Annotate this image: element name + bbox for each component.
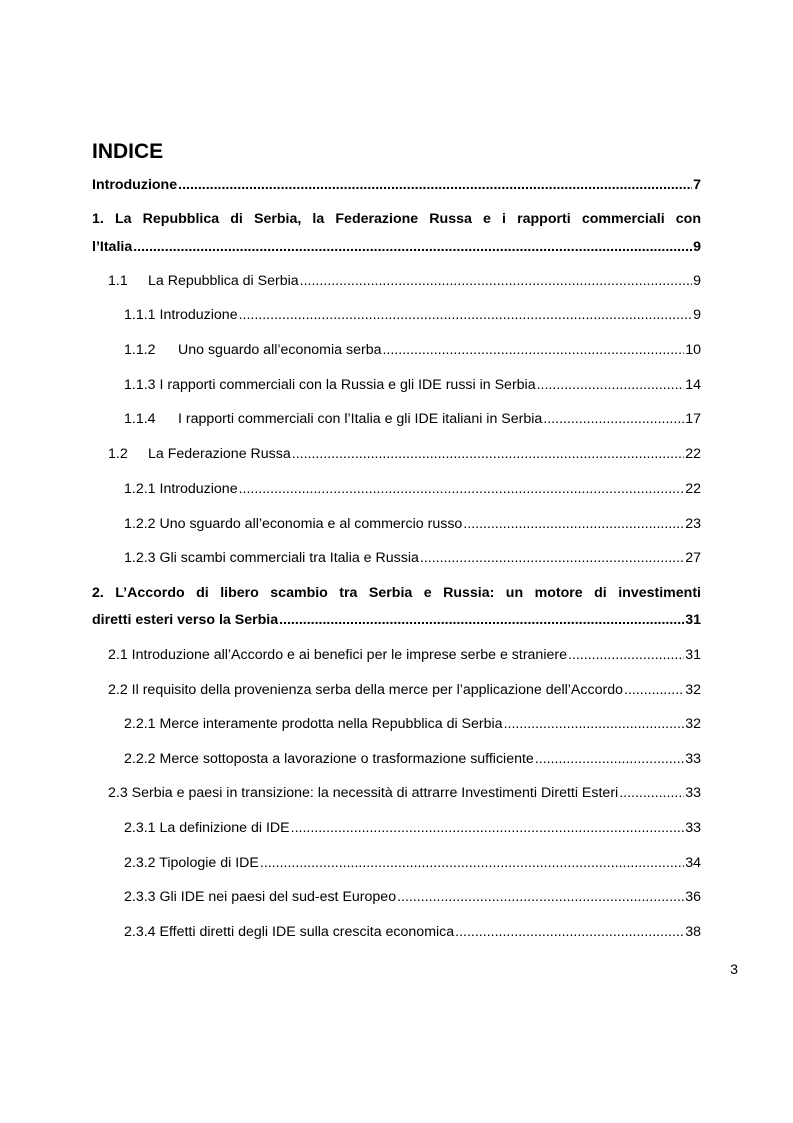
toc-entry-2-3-1[interactable] (124, 819, 701, 837)
toc-leader-dots (455, 923, 684, 941)
toc-page-number: 9 (693, 273, 701, 289)
toc-entry-1-1-2[interactable] (124, 341, 701, 359)
toc-page-number: 33 (685, 820, 701, 836)
toc-page-number: 36 (685, 889, 701, 905)
toc-entry-1-2-2[interactable] (124, 515, 701, 533)
toc-entry-2-2[interactable] (108, 681, 701, 699)
toc-entry-label: 1.1.3 I rapporti commerciali con la Russia e gli IDE russi in Serbia (124, 377, 536, 393)
toc-entry-label: 2.3.3 Gli IDE nei paesi del sud-est Europeo (124, 889, 397, 905)
page-number: 3 (730, 962, 738, 978)
toc-entry-1-1-3[interactable] (124, 376, 701, 394)
toc-entry-1-1-4[interactable] (124, 410, 701, 428)
toc-leader-dots (260, 854, 684, 872)
toc-leader-dots (568, 646, 684, 664)
toc-page-number: 17 (685, 411, 701, 427)
toc-page-number: 33 (685, 751, 701, 767)
toc-entry-introduzione[interactable] (92, 176, 701, 194)
toc-page-number: 9 (693, 307, 701, 323)
toc-leader-dots (133, 238, 692, 256)
toc-leader-dots (619, 784, 684, 802)
toc-leader-dots (291, 819, 685, 837)
toc-entry-label: diretti esteri verso la Serbia (92, 612, 279, 628)
toc-page-number: 31 (685, 647, 701, 663)
toc-entry-label: l’Italia (92, 239, 133, 255)
toc-entry-label: 2.2.1 Merce interamente prodotta nella Repubblica di Serbia (124, 716, 503, 732)
toc-leader-dots (300, 272, 692, 290)
toc-entry-2-2-2[interactable] (124, 750, 701, 768)
toc-page-number: 7 (693, 177, 701, 193)
toc-section-number: 1.2 (108, 446, 128, 462)
toc-leader-dots (535, 750, 684, 768)
toc-entry-label: La Federazione Russa (148, 446, 291, 462)
toc-leader-dots (397, 888, 684, 906)
toc-entry-2-2-1[interactable] (124, 715, 701, 733)
toc-entry-2-1[interactable] (108, 646, 701, 664)
toc-entry-label: La Repubblica di Serbia (148, 273, 299, 289)
toc-leader-dots (420, 549, 684, 567)
toc-entry-label: 2.2 Il requisito della provenienza serba della merce per l’applicazione dell’Accordo (108, 682, 623, 698)
toc-page-number: 22 (685, 481, 701, 497)
toc-page-number: 31 (685, 612, 701, 628)
toc-page-number: 27 (685, 550, 701, 566)
toc-entry-1-1-1[interactable] (124, 306, 701, 324)
toc-leader-dots (239, 480, 685, 498)
toc-entry-2-3-2[interactable] (124, 854, 701, 872)
toc-page-number: 23 (685, 516, 701, 532)
toc-page-number: 32 (685, 716, 701, 732)
toc-leader-dots (279, 611, 684, 629)
toc-entry-label: Uno sguardo all’economia serba (178, 342, 382, 358)
toc-entry-2-3-4[interactable] (124, 923, 701, 941)
toc-entry-label: Introduzione (92, 177, 178, 193)
toc-page-number: 22 (685, 446, 701, 462)
toc-leader-dots (624, 681, 684, 699)
toc-entry-1-2-3[interactable] (124, 549, 701, 567)
toc-chapter-1-line1[interactable]: 1. La Repubblica di Serbia, la Federazione Russa e i rapporti commerciali con (92, 211, 701, 227)
toc-entry-label: 2.3 Serbia e paesi in transizione: la necessità di attrarre Investimenti Diretti Esteri (108, 785, 619, 801)
toc-page-number: 38 (685, 924, 701, 940)
toc-section-number: 1.1.2 (124, 342, 156, 358)
page-title: INDICE (92, 140, 164, 163)
toc-entry-label: 2.3.1 La definizione di IDE (124, 820, 290, 836)
toc-entry-2-3[interactable] (108, 784, 701, 802)
toc-page-number: 10 (685, 342, 701, 358)
toc-leader-dots (504, 715, 685, 733)
toc-page-number: 14 (685, 377, 701, 393)
toc-entry-chapter-2[interactable] (92, 611, 701, 629)
toc-entry-1-2-1[interactable] (124, 480, 701, 498)
toc-leader-dots (239, 306, 693, 324)
toc-entry-label: 1.2.2 Uno sguardo all’economia e al commercio russo (124, 516, 463, 532)
toc-leader-dots (292, 445, 684, 463)
toc-entry-label: 2.2.2 Merce sottoposta a lavorazione o trasformazione sufficiente (124, 751, 534, 767)
toc-entry-label: I rapporti commerciali con l’Italia e gli IDE italiani in Serbia (178, 411, 543, 427)
toc-section-number: 1.1.4 (124, 411, 156, 427)
toc-leader-dots (543, 410, 684, 428)
toc-page-number: 33 (685, 785, 701, 801)
toc-page-number: 32 (685, 682, 701, 698)
toc-leader-dots (178, 176, 692, 194)
toc-section-number: 1.1 (108, 273, 128, 289)
toc-leader-dots (537, 376, 685, 394)
toc-entry-label: 2.3.2 Tipologie di IDE (124, 855, 259, 871)
toc-entry-label: 1.1.1 Introduzione (124, 307, 238, 323)
toc-page-number: 9 (693, 239, 701, 255)
toc-page-number: 34 (685, 855, 701, 871)
toc-chapter-2-line1[interactable]: 2. L’Accordo di libero scambio tra Serbia e Russia: un motore di investimenti (92, 585, 701, 601)
toc-leader-dots (382, 341, 684, 359)
toc-entry-2-3-3[interactable] (124, 888, 701, 906)
toc-leader-dots (463, 515, 684, 533)
toc-entry-1-2[interactable] (108, 445, 701, 463)
toc-entry-1-1[interactable] (108, 272, 701, 290)
toc-entry-label: 2.1 Introduzione all’Accordo e ai benefici per le imprese serbe e straniere (108, 647, 567, 663)
toc-entry-label: 1.2.1 Introduzione (124, 481, 238, 497)
toc-entry-label: 2.3.4 Effetti diretti degli IDE sulla crescita economica (124, 924, 455, 940)
toc-entry-label: 1.2.3 Gli scambi commerciali tra Italia e Russia (124, 550, 419, 566)
toc-entry-chapter-1[interactable] (92, 238, 701, 256)
